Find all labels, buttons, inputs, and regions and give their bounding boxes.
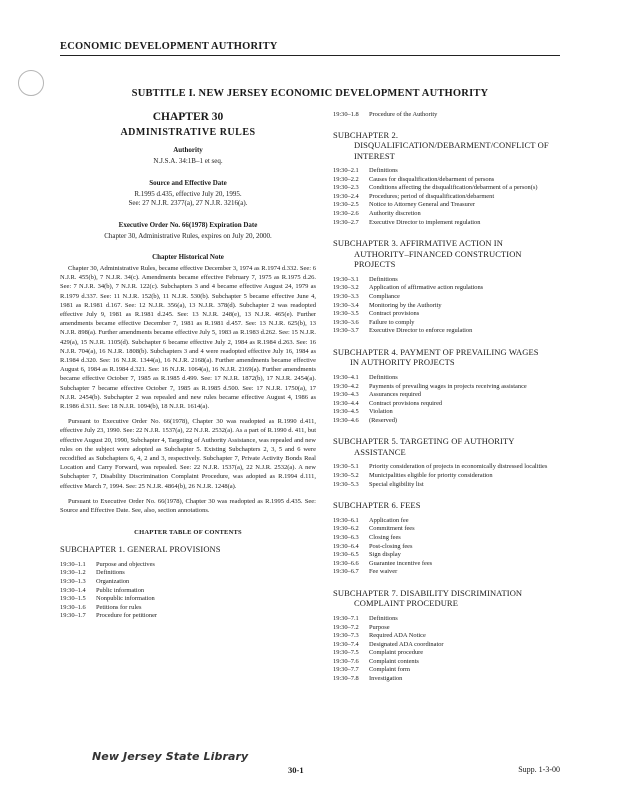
toc-list: [333, 517, 563, 577]
toc-entry: 19:30–3.3 Compliance: [333, 292, 400, 300]
toc-entry: 19:30–6.7 Fee waiver: [333, 568, 398, 576]
source-heading: Source and Effective Date: [149, 178, 227, 187]
toc-entry: 19:30–7.5 Complaint procedure: [333, 649, 424, 657]
historical-note-paragraph: Chapter 30, Administrative Rules, became effective December 3, 1974 as R.1974 d.332. See: 6 N.J.R. 455(b), 7 N.J.R. 34(c). Amendments became effective February 7, 1975 as R.1975 d.26. See: 7 N.J.R. 34(b), 7 N.J.R. 122(c). Subchapters 3 and 4 became effective August 24, 1979 as R.1979 d.337. See: 11 N.J.R. 152(b), 11 N.J.R. 530(b). Subchapter 5 became effective June 4, 1981 as R.1981 d.167. See: 12 N.J.R. 356(a), 13 N.J.R. 378(d). Subchapter 2 was readopted effective July 9, 1981 as R.1981 d.245. See: 13 N.J.R. 248(e), 13 N.J.R. 465(e). Further amendments became effective December 7, 1981 as R.1981 d.457. See: 13 N.J.R. 625(b), 13 N.J.R. 898(a). Further amendments became effective July 5, 1983 as R.1983 d.262. See: 15 N.J.R. 429(a), 15 N.J.R. 1105(d). Subchapter 6 became effective July 2, 1984 as R.1984 d.263. See: 16 N.J.R. 704(a), 16 N.J.R. 1808(b). Subchapters 3 and 4 were readopted effective July 16, 1984 as R.1984 d.320. See: 16 N.J.R. 1344(a), 16 N.J.R. 2168(a). Further amendments became effective August 6, 1984 as R.1984 d.321. See: 16 N.J.R. 1064(a), 16 N.J.R. 2169(a). Further amendments became effective October 7, 1985 as R.1985 d.499. See: 17 N.J.R. 1872(b), 17 N.J.R. 2454(a). Subchapter 7 became effective October 7, 1985 as R.1985 d.500. See: 17 N.J.R. 1750(a), 17 N.J.R. 2454(b). Subchapter 2 was repealed and new rules became effective August 4, 1986 as R.1986 d.311. See: 18 N.J.R. 1094(b), 18 N.J.R. 1614(a).: [60, 265, 316, 411]
toc-entry: 19:30–4.2 Payments of prevailing wages in projects receiving assistance: [333, 382, 527, 390]
library-stamp: New Jersey State Library: [92, 750, 249, 763]
toc-list: [333, 463, 563, 489]
toc-entry: 19:30–2.1 Definitions: [333, 167, 398, 175]
toc-entry: 19:30–3.1 Definitions: [333, 275, 398, 283]
subchapter-heading: SUBCHAPTER 5. TARGETING OF AUTHORITY ASSISTANCE: [333, 436, 515, 457]
toc-entry: 19:30–3.7 Executive Director to enforce regulation: [333, 327, 473, 335]
subchapter-heading: SUBCHAPTER 4. PAYMENT OF PREVAILING WAGES IN AUTHORITY PROJECTS: [333, 346, 539, 368]
page-number: 30-1: [288, 765, 304, 775]
toc-entry: 19:30–3.6 Failure to comply: [333, 318, 415, 326]
toc-entry: 19:30–7.6 Complaint contents: [333, 657, 419, 665]
expiration-text: Chapter 30, Administrative Rules, expires on July 20, 2000.: [104, 231, 272, 240]
toc-list: [333, 111, 563, 120]
authority-heading: Authority: [173, 146, 203, 154]
toc-entry: 19:30–5.1 Priority consideration of projects in economically distressed localities: [333, 463, 548, 471]
toc-entry: 19:30–4.5 Violation: [333, 408, 393, 416]
toc-entry: 19:30–6.3 Closing fees: [333, 533, 401, 541]
toc-entry: 19:30–2.2 Causes for disqualification/debarment of persons: [333, 175, 495, 183]
toc-entry: 19:30–6.1 Application fee: [333, 516, 409, 524]
toc-entry: 19:30–3.5 Contract provisions: [333, 310, 420, 318]
toc-entry: 19:30–6.6 Guarantee incentive fees: [333, 559, 433, 567]
chapter-title: CHAPTER 30: [152, 111, 224, 123]
subtitle-heading: SUBTITLE I. NEW JERSEY ECONOMIC DEVELOPMENT AUTHORITY: [131, 88, 489, 99]
toc-entry: 19:30–7.1 Definitions: [333, 614, 398, 622]
source-line-2: See: 27 N.J.R. 2377(a), 27 N.J.R. 3216(a).: [128, 199, 248, 207]
toc-entry: 19:30–4.4 Contract provisions required: [333, 399, 443, 407]
historical-note-paragraph: Pursuant to Executive Order No. 66(1978), Chapter 30 was readopted as R.1995 d.435. See: Source and Effective Date. See, also, section annotations.: [60, 497, 316, 515]
toc-entry: 19:30–5.2 Municipalities eligible for priority consideration: [333, 472, 493, 480]
toc-entry: 19:30–1.6 Petitions for rules: [60, 603, 142, 611]
toc-entry: 19:30–2.7 Executive Director to implement regulation: [333, 218, 481, 226]
left-column: [60, 111, 316, 632]
toc-list: [333, 615, 563, 684]
header-rule: [60, 55, 560, 56]
toc-entry: 19:30–7.3 Required ADA Notice: [333, 632, 426, 640]
subchapter-heading: SUBCHAPTER 7. DISABILITY DISCRIMINATION COMPLAINT PROCEDURE: [333, 587, 523, 609]
authority-text: N.J.S.A. 34:1B–1 et seq.: [153, 157, 223, 165]
toc-entry: 19:30–4.3 Assurances required: [333, 391, 421, 399]
subchapter-heading: SUBCHAPTER 1. GENERAL PROVISIONS: [60, 544, 221, 555]
toc-entry: 19:30–6.5 Sign display: [333, 551, 401, 559]
expiration-heading: Executive Order No. 66(1978) Expiration Date: [118, 220, 258, 229]
binder-hole: [18, 70, 44, 96]
chapter-name: ADMINISTRATIVE RULES: [120, 127, 256, 138]
toc-entry: 19:30–5.3 Special eligibility list: [333, 480, 424, 488]
toc-entry: 19:30–2.5 Notice to Attorney General and Treasurer: [333, 201, 475, 209]
subchapter-heading: SUBCHAPTER 2. DISQUALIFICATION/DEBARMENT/CONFLICT OF INTEREST: [333, 129, 549, 161]
toc-list: [333, 167, 563, 227]
subchapter-heading: SUBCHAPTER 6. FEES: [333, 500, 421, 511]
toc-entry: 19:30–7.8 Investigation: [333, 675, 403, 683]
running-header: ECONOMIC DEVELOPMENT AUTHORITY: [60, 41, 278, 52]
toc-entry: 19:30–3.4 Monitoring by the Authority: [333, 301, 442, 309]
toc-entry: 19:30–7.7 Complaint form: [333, 666, 411, 674]
toc-entry: 19:30–1.1 Purpose and objectives: [60, 560, 155, 568]
toc-list: [333, 276, 563, 336]
toc-entry: 19:30–2.4 Procedures; period of disqualification/debarment: [333, 192, 495, 200]
toc-entry: 19:30–7.2 Purpose: [333, 623, 390, 631]
toc-entry: 19:30–2.3 Conditions affecting the disqualification/debarment of a person(s): [333, 184, 538, 192]
historical-note-heading: Chapter Historical Note: [152, 253, 224, 261]
subchapter-heading: SUBCHAPTER 3. AFFIRMATIVE ACTION IN AUTHORITY–FINANCED CONSTRUCTION PROJECTS: [333, 238, 522, 270]
toc-entry: 19:30–4.1 Definitions: [333, 373, 398, 381]
toc-entry: 19:30–3.2 Application of affirmative action regulations: [333, 284, 484, 292]
toc-entry: 19:30–1.3 Organization: [60, 577, 130, 585]
toc-list: [60, 561, 316, 621]
toc-entry: 19:30–2.6 Authority discretion: [333, 210, 421, 218]
source-line-1: R.1995 d.435, effective July 20, 1995.: [134, 189, 242, 198]
historical-note-paragraph: Pursuant to Executive Order No. 66(1978), Chapter 30 was readopted as R.1990 d.411, effective July 23, 1990. See: 22 N.J.R. 1537(a), 22 N.J.R. 2532(a). As a part of R.1990 d. 411, but effective August 20, 1990, Subchapter 4, Targeting of Authority Assistance, was repealed and new rules on the subject were adopted as Subchapter 5. Existing Subchapters 2, 3, 5 and 6 were recodified as Subchapters 6, 4, 2 and 3, respectively. Subchapter 7, Private Activity Bonds Real Location and Carry Forward, was repealed. See: 22 N.J.R. 1537(a), 22 N.J.R. 2532(a). A new Subchapter 7, Disability Discrimination Complaint Procedure, was adopted as R.1994 d.111, effective March 7, 1994. See: 25 N.J.R. 4864(b), 26 N.J.R. 1248(a).: [60, 418, 316, 490]
toc-entry: 19:30–6.4 Post-closing fees: [333, 542, 413, 550]
toc-entry: 19:30–7.4 Designated ADA coordinator: [333, 640, 444, 648]
toc-entry: 19:30–1.4 Public information: [60, 586, 145, 594]
supplement-date: Supp. 1-3-00: [518, 765, 560, 774]
toc-entry: 19:30–1.5 Nonpublic information: [60, 595, 155, 603]
right-column: [333, 111, 563, 695]
toc-entry: 19:30–1.7 Procedure for petitioner: [60, 612, 158, 620]
toc-list: [333, 374, 563, 426]
toc-entry: 19:30–6.2 Commitment fees: [333, 525, 415, 533]
toc-entry: 19:30–1.8 Procedure of the Authority: [333, 111, 438, 118]
toc-entry: 19:30–1.2 Definitions: [60, 569, 125, 577]
toc-entry: 19:30–4.6 (Reserved): [333, 416, 398, 424]
toc-title: CHAPTER TABLE OF CONTENTS: [134, 529, 242, 537]
